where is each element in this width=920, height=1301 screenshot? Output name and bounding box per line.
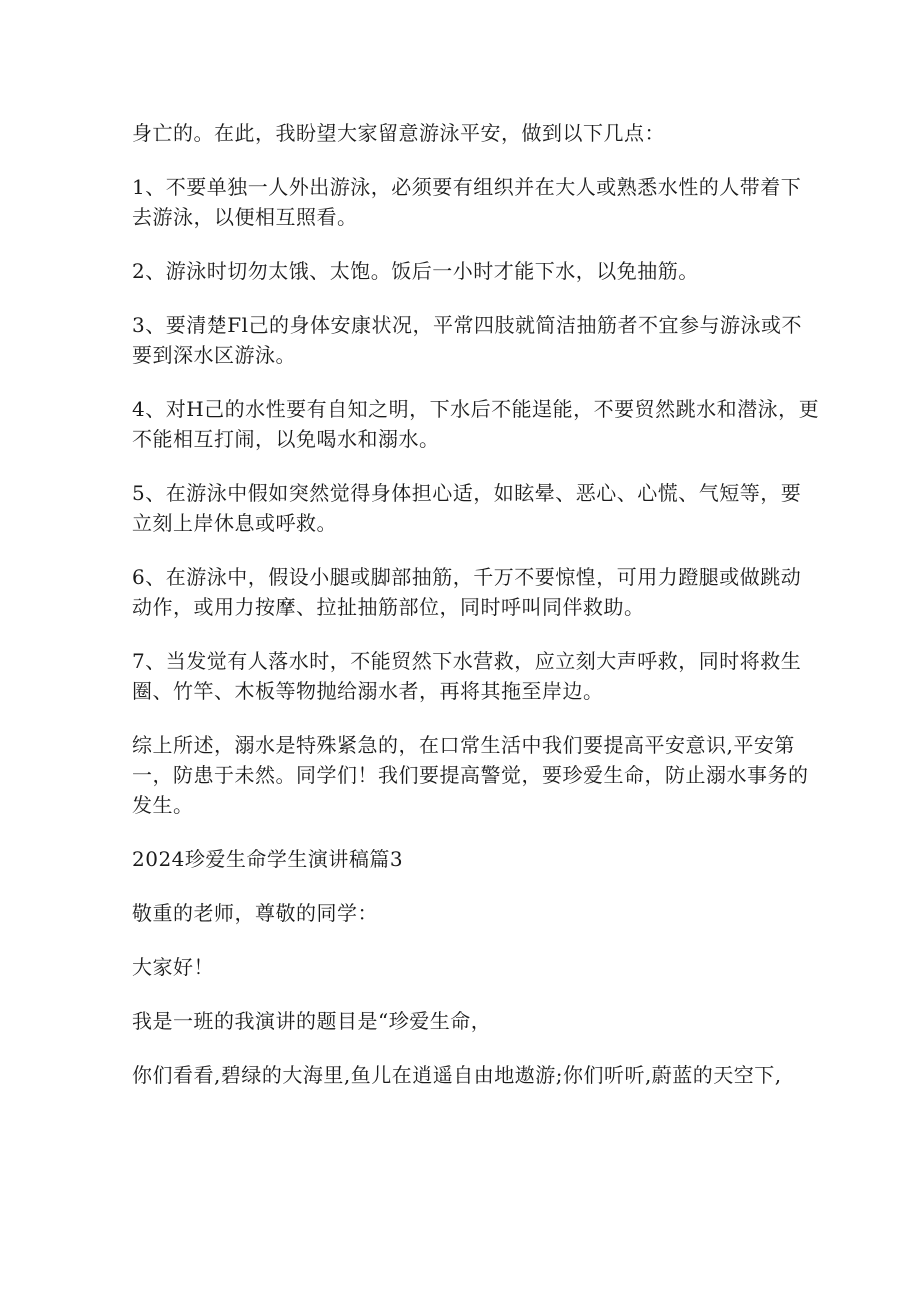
text-line: 发生。 (132, 793, 194, 817)
paragraph-item-2 (132, 256, 792, 286)
paragraph-item-1 (132, 172, 802, 232)
text-line: 去游泳，以便相互照看。 (132, 205, 358, 229)
text-line: 4、对H己的水性要有自知之明，下水后不能逞能，不要贸然跳水和潜泳，更 (132, 397, 820, 421)
paragraph-intro (132, 118, 792, 148)
text-line: 你们看看,碧绿的大海里,鱼儿在逍遥自由地遨游;你们听听,蔚蓝的天空下, (132, 1063, 782, 1087)
text-line: 要到深水区游泳。 (132, 343, 296, 367)
document-body (132, 118, 820, 1114)
paragraph-item-3 (132, 310, 802, 370)
text-line: 2024珍爱生命学生演讲稿篇3 (132, 847, 404, 871)
text-line: 1、不要单独一人外出游泳，必须要有组织并在大人或熟悉水性的人带着下 (132, 175, 802, 199)
paragraph-item-4 (132, 394, 820, 454)
text-line: 身亡的。在此，我盼望大家留意游泳平安，做到以下几点： (132, 121, 665, 145)
paragraph-item-5 (132, 478, 802, 538)
paragraph-item-7 (132, 646, 802, 706)
text-line: 大家好！ (132, 955, 214, 979)
text-line: 动作，或用力按摩、拉扯抽筋部位，同时呼叫同伴救助。 (132, 595, 645, 619)
greeting (132, 952, 792, 982)
text-line: 5、在游泳中假如突然觉得身体担心适，如眩晕、恶心、心慌、气短等，要 (132, 481, 802, 505)
text-line: 我是一班的我演讲的题目是“珍爱生命， (132, 1009, 492, 1033)
section-heading (132, 844, 792, 874)
text-line: 6、在游泳中，假设小腿或脚部抽筋，千万不要惊惶，可用力蹬腿或做跳动 (132, 565, 802, 589)
text-line: 3、要清楚Fl己的身体安康状况，平常四肢就简洁抽筋者不宜参与游泳或不 (132, 313, 802, 337)
text-line: 圈、竹竿、木板等物抛给溺水者，再将其拖至岸边。 (132, 679, 604, 703)
text-line: 综上所述，溺水是特殊紧急的，在口常生活中我们要提高平安意识,平安第 (132, 733, 795, 757)
text-line: 不能相互打闹，以免喝水和溺水。 (132, 427, 440, 451)
text-line: 7、当发觉有人落水时，不能贸然下水营救，应立刻大声呼救，同时将救生 (132, 649, 802, 673)
text-line: 一，防患于未然。同学们！我们要提高警觉，要珍爱生命，防止溺水事务的 (132, 763, 809, 787)
text-line: 敬重的老师，尊敬的同学： (132, 901, 378, 925)
speech-body (132, 1060, 792, 1090)
text-line: 立刻上岸休息或呼救。 (132, 511, 337, 535)
speech-intro (132, 1006, 792, 1036)
paragraph-summary (132, 730, 809, 820)
text-line: 2、游泳时切勿太饿、太饱。饭后一小时才能下水，以免抽筋。 (132, 259, 699, 283)
salutation (132, 898, 792, 928)
paragraph-item-6 (132, 562, 802, 622)
